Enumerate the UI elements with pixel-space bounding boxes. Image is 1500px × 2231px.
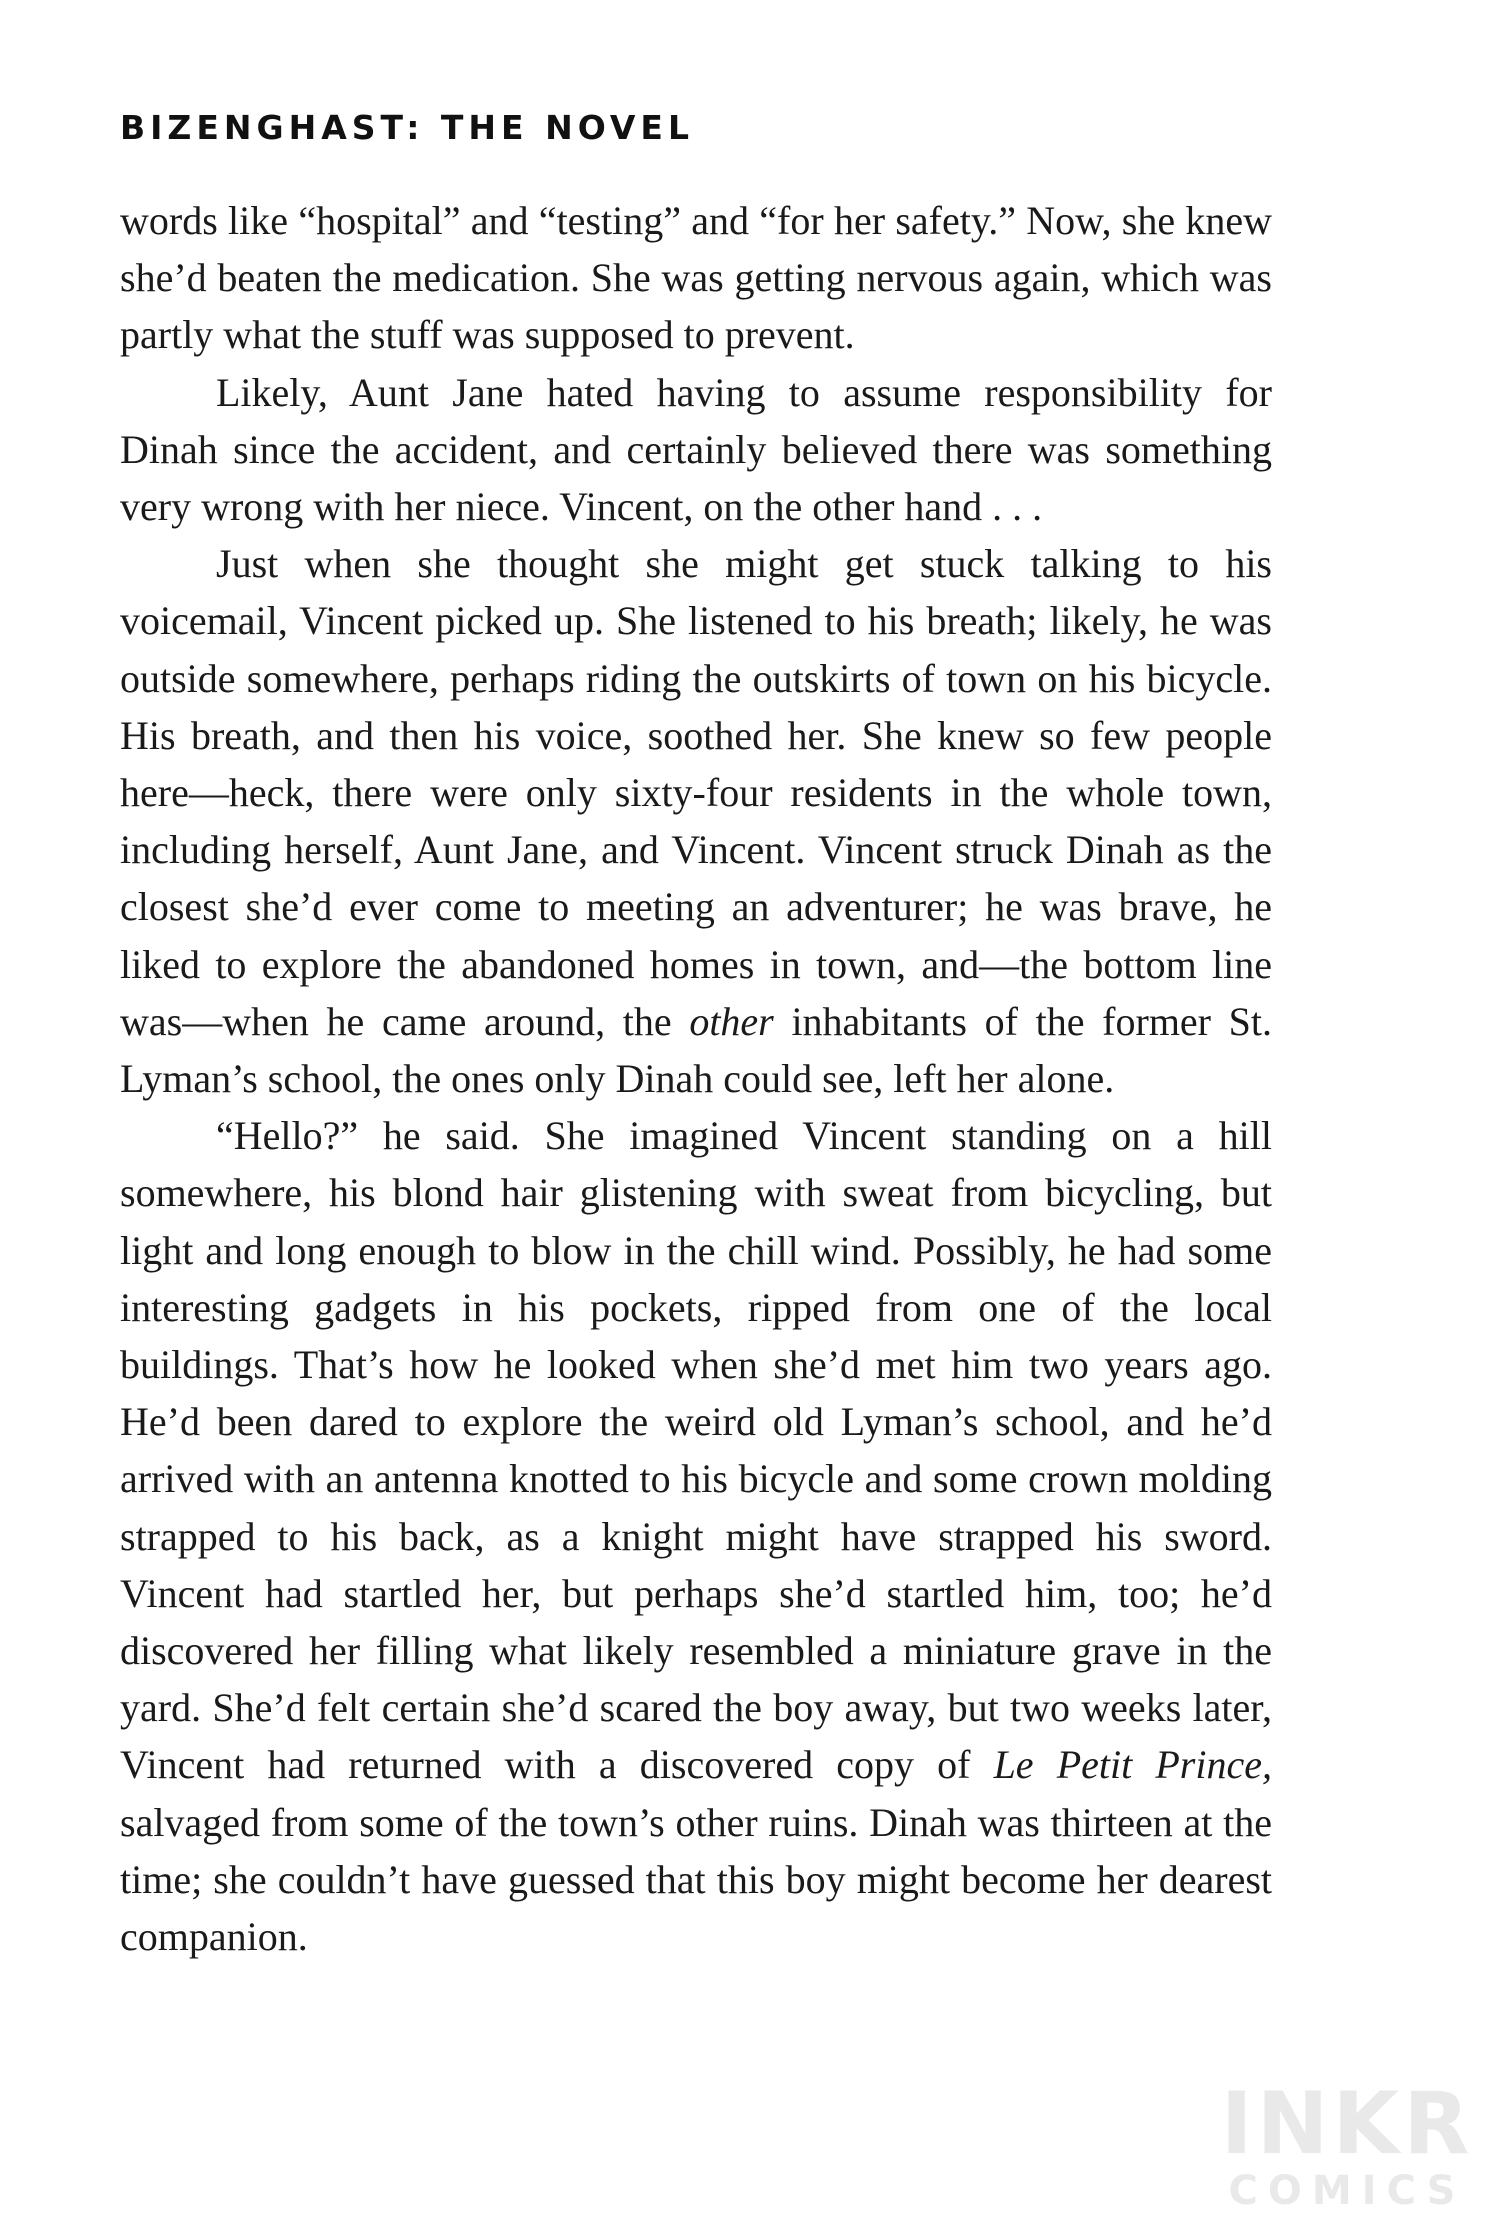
paragraph-2: Likely, Aunt Jane hated having to assume responsibility for Dinah since the accident, and certainly believed there was something very wrong with her niece. Vincent, on the other hand . . . (120, 369, 1272, 530)
paragraph-3 (120, 535, 1272, 1107)
paragraph-4 (120, 1107, 1272, 1965)
paragraph-3-text-a: Just when she thought she might get stuck talking to his voicemail, Vincent picked up. She listened to his breath; likely, he was outside somewhere, perhaps riding the outskirts of town on his bicycle. His breath, and then his voice, soothed her. She knew so few people here—heck, there were only sixty-four residents in the whole town, including herself, Aunt Jane, and Vincent. Vincent struck Dinah as the closest she’d ever come to meeting an adventurer; he was brave, he liked to explore the abandoned homes in town, and—the bottom line was—when he came around, the (120, 541, 1272, 1044)
paragraph-3-italic: other (689, 998, 774, 1044)
watermark-line-2: COMICS (1228, 2168, 1466, 2214)
running-head: BIZENGHAST: THE NOVEL (120, 108, 694, 147)
paragraph-3-text-b: inhabitants of the former St. Lyman’s school, the ones only Dinah could see, left her alone. (120, 998, 1273, 1102)
paragraph-1: words like “hospital” and “testing” and “for her safety.” Now, she knew she’d beaten the medication. She was getting nervous again, which was partly what the stuff was supposed to prevent. (120, 198, 1272, 358)
paragraph-4-text-b: salvaged from some of the town’s other ruins. Dinah was thirteen at the time; she couldn’t have guessed that this boy might become her dearest companion. (120, 1799, 1272, 1960)
watermark-line-1: INKR (1220, 2074, 1474, 2174)
inkr-comics-watermark (1212, 2074, 1482, 2214)
body-text (120, 192, 1272, 1965)
paragraph-4-italic-title: Le Petit Prince, (993, 1742, 1272, 1788)
paragraph-4-text-a: “Hello?” he said. She imagined Vincent standing on a hill somewhere, his blond hair glistening with sweat from bicycling, but light and long enough to blow in the chill wind. Possibly, he had some interesting gadgets in his pockets, ripped from one of the local buildings. That’s how he looked when she’d met him two years ago. He’d been dared to explore the weird old Lyman’s school, and he’d arrived with an antenna knotted to his bicycle and some crown molding strapped to his back, as a knight might have strapped his sword. Vincent had startled her, but perhaps she’d startled him, too; he’d discovered her filling what likely resembled a miniature grave in the yard. She’d felt certain she’d scared the boy away, but two weeks later, Vincent had returned with a discovered copy of (120, 1113, 1272, 1788)
